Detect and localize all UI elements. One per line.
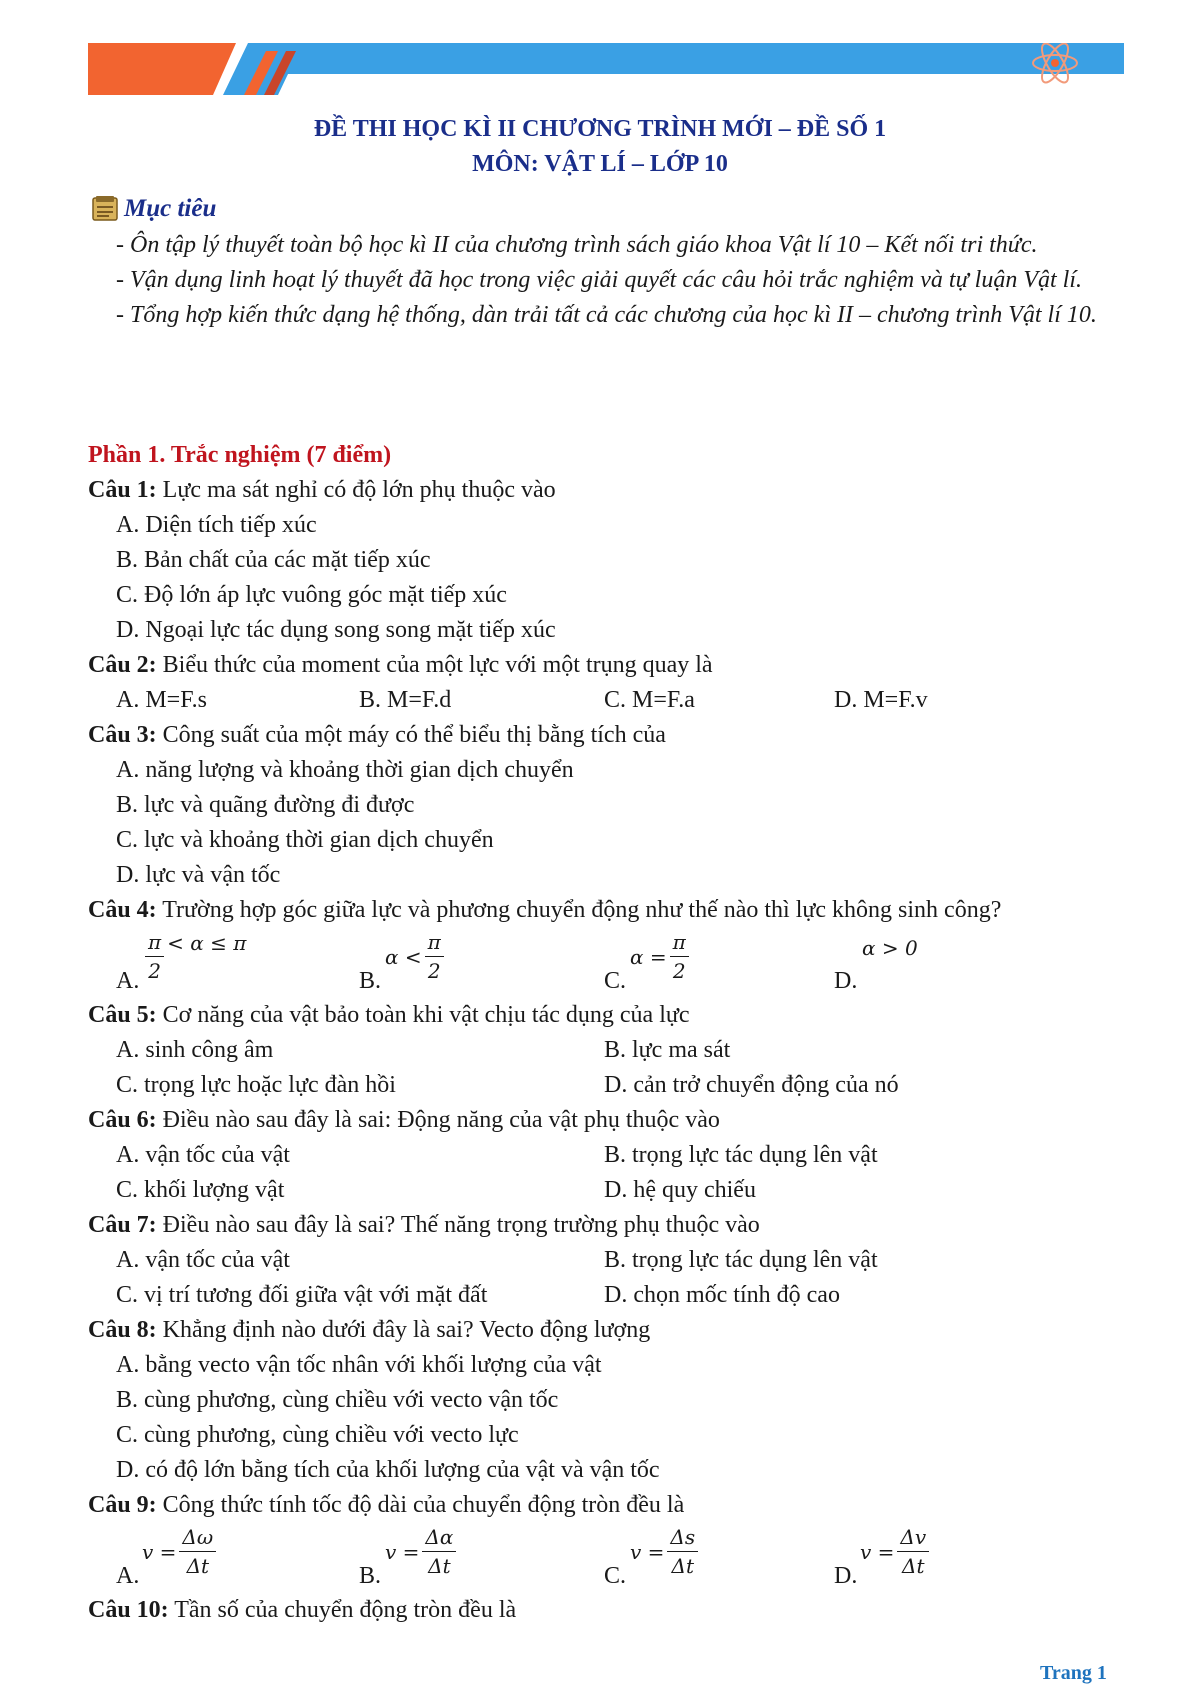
math-formula [385, 1523, 459, 1580]
formula-prefix: v = [385, 1539, 420, 1564]
option-a: A. sinh công âm [116, 1037, 274, 1063]
option-c [604, 1523, 834, 1593]
question-9 [88, 1488, 1128, 1523]
fraction-denominator: Δt [902, 1554, 925, 1578]
option-b [359, 1523, 604, 1593]
question-number: Câu 8: [88, 1317, 157, 1343]
formula-prefix: v = [860, 1539, 895, 1564]
option-b: B. lực ma sát [604, 1037, 731, 1063]
objective-item: - Vận dụng linh hoạt lý thuyết đã học trong việc giải quyết các câu hỏi trắc nghiệm và tự luận Vật lí. [116, 267, 1082, 293]
options-row [88, 683, 1128, 718]
option-b: B. Bản chất của các mặt tiếp xúc [116, 547, 431, 573]
fraction-numerator: Δv [897, 1523, 929, 1552]
fraction-denominator: Δt [428, 1554, 451, 1578]
question-text: Công thức tính tốc độ dài của chuyển động tròn đều là [156, 1492, 685, 1518]
fraction-numerator: π [145, 928, 164, 957]
formula-prefix: α = [630, 944, 667, 969]
option-c: C. vị trí tương đối giữa vật với mặt đất [116, 1282, 488, 1308]
option-d: D. chọn mốc tính độ cao [604, 1282, 840, 1308]
header-banner [88, 43, 1124, 95]
page-number: Trang 1 [1040, 1662, 1107, 1684]
exam-title: ĐỀ THI HỌC KÌ II CHƯƠNG TRÌNH MỚI – ĐỀ SỐ 1 [313, 116, 887, 142]
question-text: Khẳng định nào dưới đây là sai? Vecto động lượng [156, 1317, 651, 1343]
math-formula [142, 1523, 219, 1580]
question-text: Công suất của một máy có thể biểu thị bằng tích của [156, 722, 666, 748]
option-d [834, 1523, 1034, 1593]
question-text: Cơ năng của vật bảo toàn khi vật chịu tác dụng của lực [156, 1002, 690, 1028]
option-d [834, 928, 1034, 998]
question-number: Câu 9: [88, 1492, 157, 1518]
formula-rest: < α ≤ π [167, 930, 247, 955]
option-letter: A. [116, 1563, 140, 1589]
question-text: Lực ma sát nghỉ có độ lớn phụ thuộc vào [156, 477, 556, 503]
option-a: A. bằng vecto vận tốc nhân với khối lượng của vật [116, 1352, 602, 1378]
option-b [359, 928, 604, 998]
option-a [116, 1523, 359, 1593]
math-formula [630, 928, 692, 985]
formula-prefix: α < [385, 944, 422, 969]
question-number: Câu 6: [88, 1107, 157, 1133]
option-d: D. Ngoại lực tác dụng song song mặt tiếp xúc [116, 617, 556, 643]
math-formula [630, 1523, 701, 1580]
option-b: B. cùng phương, cùng chiều với vecto vận tốc [116, 1387, 559, 1413]
option-letter: C. [604, 968, 627, 994]
option-d: D. lực và vận tốc [116, 862, 281, 888]
option-letter: B. [359, 968, 382, 994]
option-a: A. M=F.s [116, 687, 207, 713]
math-formula [860, 1523, 932, 1580]
fraction-numerator: Δω [179, 1523, 216, 1552]
option-b: B. M=F.d [359, 687, 452, 713]
question-number: Câu 1: [88, 477, 157, 503]
objective-item: - Ôn tập lý thuyết toàn bộ học kì II của chương trình sách giáo khoa Vật lí 10 – Kết nối tri thức. [116, 232, 1038, 258]
question-number: Câu 10: [88, 1597, 169, 1623]
option-c [604, 928, 834, 998]
fraction-denominator: 2 [427, 959, 441, 983]
question-number: Câu 4: [88, 897, 157, 923]
formula-prefix: v = [142, 1539, 177, 1564]
option-c: C. cùng phương, cùng chiều với vecto lực [116, 1422, 519, 1448]
options-row [88, 1278, 1128, 1313]
option-a: A. vận tốc của vật [116, 1247, 290, 1273]
formula-prefix: v = [630, 1539, 665, 1564]
option-d: D. hệ quy chiếu [604, 1177, 756, 1203]
option-letter: B. [359, 1563, 382, 1589]
question-7 [88, 1208, 1128, 1243]
options-row [88, 928, 1128, 998]
options-row [88, 1033, 1128, 1068]
fraction-numerator: Δα [422, 1523, 456, 1552]
math-formula [142, 928, 246, 985]
question-text: Tần số của chuyển động tròn đều là [168, 1597, 517, 1623]
option-d: D. cản trở chuyển động của nó [604, 1072, 899, 1098]
math-formula [385, 928, 447, 985]
question-text: Biểu thức của moment của một lực với một trụng quay là [156, 652, 713, 678]
question-text: Điều nào sau đây là sai? Thế năng trọng trường phụ thuộc vào [156, 1212, 760, 1238]
option-c: C. lực và khoảng thời gian dịch chuyển [116, 827, 494, 853]
question-8 [88, 1313, 1128, 1348]
option-letter: A. [116, 968, 140, 994]
question-10 [88, 1593, 1128, 1628]
objective-item: - Tổng hợp kiến thức dạng hệ thống, dàn trải tất cả các chương của học kì II – chương trình Vật lí 10. [116, 302, 1097, 328]
option-letter: D. [834, 968, 858, 994]
option-a: A. năng lượng và khoảng thời gian dịch chuyển [116, 757, 574, 783]
objectives-label: Mục tiêu [124, 195, 217, 222]
fraction-numerator: π [670, 928, 689, 957]
option-b: B. lực và quãng đường đi được [116, 792, 415, 818]
fraction-denominator: Δt [671, 1554, 695, 1578]
option-a: A. Diện tích tiếp xúc [116, 512, 317, 538]
fraction-denominator: 2 [148, 959, 161, 983]
option-b: B. trọng lực tác dụng lên vật [604, 1142, 878, 1168]
question-number: Câu 5: [88, 1002, 157, 1028]
question-number: Câu 3: [88, 722, 157, 748]
math-formula: α > 0 [862, 936, 918, 960]
question-1 [88, 473, 1128, 508]
fraction-numerator: π [425, 928, 444, 957]
objectives-list [116, 228, 1124, 333]
objectives-heading [90, 192, 216, 226]
question-text: Điều nào sau đây là sai: Động năng của vật phụ thuộc vào [156, 1107, 720, 1133]
fraction-numerator: Δs [667, 1523, 698, 1552]
options-row [88, 1523, 1128, 1593]
option-letter: D. [834, 1563, 858, 1589]
option-b: B. trọng lực tác dụng lên vật [604, 1247, 878, 1273]
options-row [88, 1138, 1128, 1173]
option-d: D. có độ lớn bằng tích của khối lượng của vật và vận tốc [116, 1457, 660, 1483]
question-4 [88, 893, 1128, 928]
option-c: C. trọng lực hoặc lực đàn hồi [116, 1072, 396, 1098]
exam-subtitle: MÔN: VẬT LÍ – LỚP 10 [472, 151, 728, 177]
options-row [88, 1243, 1128, 1278]
option-letter: C. [604, 1563, 627, 1589]
fraction-denominator: Δt [186, 1554, 210, 1578]
option-c: C. Độ lớn áp lực vuông góc mặt tiếp xúc [116, 582, 507, 608]
question-2 [88, 648, 1128, 683]
options-row [88, 1173, 1128, 1208]
notepad-icon [90, 194, 122, 224]
section-heading: Phần 1. Trắc nghiệm (7 điểm) [88, 442, 392, 468]
option-a: A. vận tốc của vật [116, 1142, 290, 1168]
fraction-denominator: 2 [672, 959, 686, 983]
question-number: Câu 2: [88, 652, 157, 678]
option-c: C. M=F.a [604, 687, 695, 713]
question-6 [88, 1103, 1128, 1138]
option-a [116, 928, 359, 998]
options-row [88, 1068, 1128, 1103]
question-number: Câu 7: [88, 1212, 157, 1238]
question-5 [88, 998, 1128, 1033]
option-c: C. khối lượng vật [116, 1177, 285, 1203]
question-text: Trường hợp góc giữa lực và phương chuyển động như thế nào thì lực không sinh công? [156, 897, 1002, 923]
exam-content [88, 438, 1128, 1628]
question-3 [88, 718, 1128, 753]
option-d: D. M=F.v [834, 687, 928, 713]
